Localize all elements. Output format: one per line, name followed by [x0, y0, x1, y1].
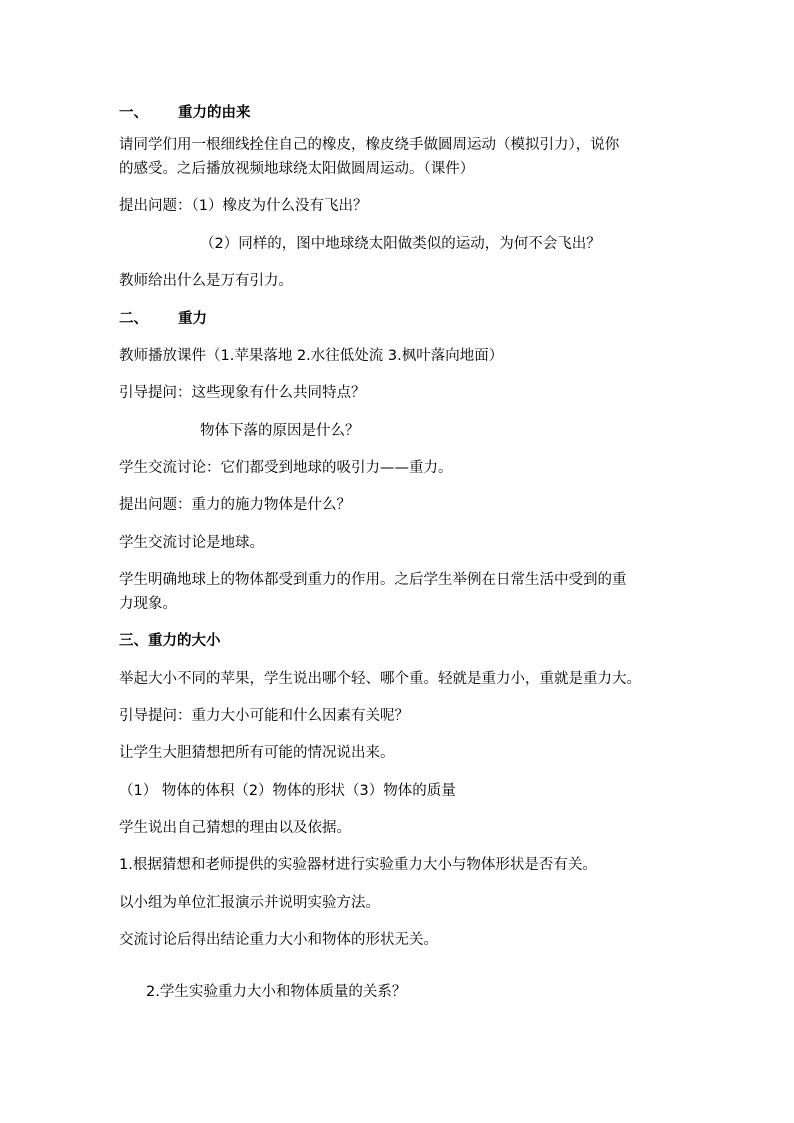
paragraph-continuation: 力现象。 — [119, 596, 177, 612]
paragraph: 1.根据猜想和老师提供的实验器材进行实验重力大小与物体形状是否有关。 — [119, 857, 597, 873]
paragraph: 学生说出自己猜想的理由以及依据。 — [119, 820, 351, 836]
paragraph: 提出问题：重力的施力物体是什么？ — [119, 497, 351, 513]
paragraph: 学生交流讨论是地球。 — [119, 535, 264, 551]
paragraph-indented: 物体下落的原因是什么？ — [200, 423, 360, 439]
paragraph: 交流讨论后得出结论重力大小和物体的形状无关。 — [119, 932, 438, 948]
section-heading-gravity — [119, 308, 689, 330]
paragraph: 教师给出什么是万有引力。 — [119, 273, 293, 289]
paragraph-continuation: 的感受。之后播放视频地球绕太阳做圆周运动。（课件） — [119, 161, 475, 177]
paragraph: 以小组为单位汇报演示并说明实验方法。 — [119, 895, 380, 911]
section-number: 二、 — [119, 311, 148, 327]
section-number: 一、 — [119, 105, 148, 121]
paragraph: 学生明确地球上的物体都受到重力的作用。之后学生举例在日常生活中受到的重 — [119, 572, 627, 588]
paragraph: 学生交流讨论：它们都受到地球的吸引力——重力。 — [119, 460, 453, 476]
section-heading-magnitude: 三、重力的大小 — [119, 633, 221, 649]
paragraph-indented: （2）同样的，图中地球绕太阳做类似的运动，为何不会飞出？ — [200, 236, 601, 252]
section-title: 重力 — [178, 311, 207, 327]
paragraph: 请同学们用一根细线拴住自己的橡皮，橡皮绕手做圆周运动（模拟引力），说你 — [119, 137, 620, 153]
paragraph: 引导提问：重力大小可能和什么因素有关呢？ — [119, 708, 409, 724]
paragraph-list: （1） 物体的体积（2）物体的形状（3）物体的质量 — [119, 783, 456, 799]
paragraph-indented: 2.学生实验重力大小和物体质量的关系？ — [146, 984, 407, 1000]
paragraph: 举起大小不同的苹果，学生说出哪个轻、哪个重。轻就是重力小，重就是重力大。 — [119, 671, 641, 687]
section-heading-origin — [119, 102, 689, 124]
paragraph: 提出问题：（1）橡皮为什么没有飞出？ — [119, 198, 368, 214]
section-title: 重力的由来 — [178, 105, 251, 121]
paragraph: 教师播放课件（1.苹果落地 2.水往低处流 3.枫叶落向地面） — [119, 348, 504, 364]
paragraph: 引导提问：这些现象有什么共同特点？ — [119, 385, 366, 401]
paragraph: 让学生大胆猜想把所有可能的情况说出来。 — [119, 745, 395, 761]
